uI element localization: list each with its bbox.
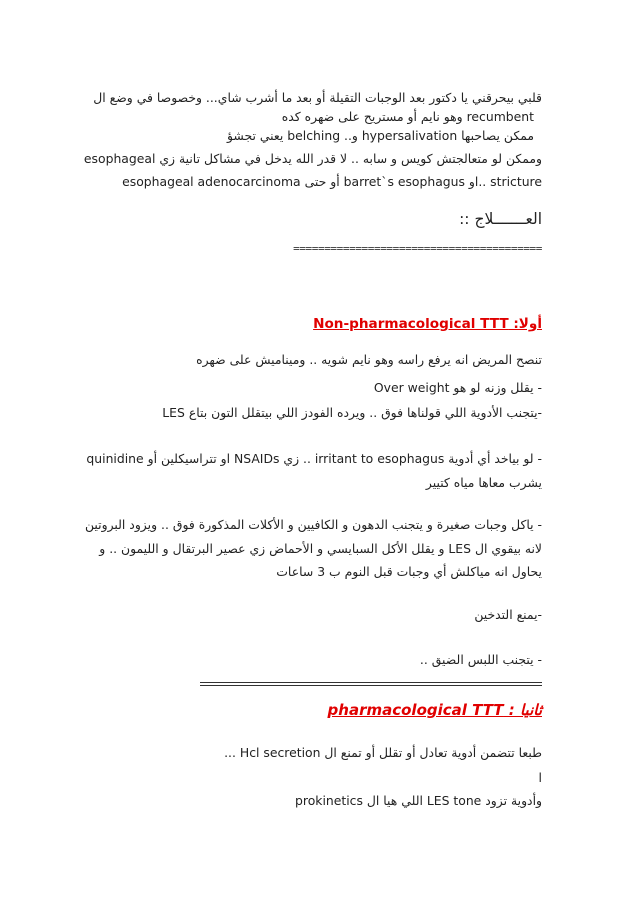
intro-line-4: وممكن لو متعالجتش كويس و سابه .. لا قدر الله يدخل في مشاكل تانية زي esophageal	[83, 151, 542, 166]
intro-line-2: recumbent وهو نايم أو مستريح على ضهره كده	[281, 109, 534, 124]
non-pharm-item: يشرب معاها مياه كتيير	[425, 475, 542, 490]
non-pharm-item: - لو بياخد أي أدوية irritant to esophagus .. زي NSAIDs او تتراسيكلين أو quinidine	[86, 451, 542, 466]
non-pharm-item: تنصح المريض انه يرفع راسه وهو نايم شويه .. وميناميش على ضهره	[196, 352, 542, 367]
non-pharm-item: -يتجنب الأدوية اللي قولناها فوق .. ويرده الفودز اللي بيتقلل التون بتاع LES	[162, 405, 542, 420]
intro-line-5: stricture ..او barret`s esophagus أو حتى esophageal adenocarcinoma	[122, 174, 542, 189]
non-pharm-item: -يمنع التدخين	[474, 607, 542, 622]
intro-line-1: قلبي بيحرقني يا دكتور بعد الوجبات التقيلة أو بعد ما أشرب شاي... وخصوصا في وضع ال	[93, 90, 542, 105]
non-pharm-item: لانه بيقوي ال LES و يقلل الأكل السبايسي و الأحماض زي عصير البرتقال و الليمون .. و	[99, 541, 542, 556]
pharm-item: وأدوية تزود LES tone اللي هيا ال prokinetics	[295, 793, 542, 808]
pharm-item: طبعا تتضمن أدوية تعادل أو تقلل أو تمنع ال Hcl secretion ...	[224, 745, 542, 760]
non-pharm-item: - يتجنب اللبس الضيق ..	[419, 652, 542, 667]
separator-line	[200, 682, 542, 683]
separator-equals: ========================================	[293, 242, 542, 255]
treatment-heading: العـــــــلاج ::	[459, 210, 542, 228]
non-pharm-item: - ياكل وجبات صغيرة و يتجنب الدهون و الكافيين و الأكلات المذكورة فوق .. ويزود البروتين	[84, 517, 542, 532]
non-pharm-item: - يقلل وزنه لو هو Over weight	[373, 380, 542, 395]
pharm-title: ثانيا : pharmacological TTT	[327, 701, 542, 719]
separator-line	[200, 685, 542, 686]
pharm-item: ا	[538, 770, 542, 785]
non-pharm-item: يحاول انه مياكلش أي وجبات قبل النوم ب 3 ساعات	[276, 564, 542, 579]
intro-line-3: ممكن يصاحبها hypersalivation و.. belching يعني تجشؤ	[227, 128, 534, 143]
non-pharm-title: أولا: Non-pharmacological TTT	[313, 316, 542, 332]
